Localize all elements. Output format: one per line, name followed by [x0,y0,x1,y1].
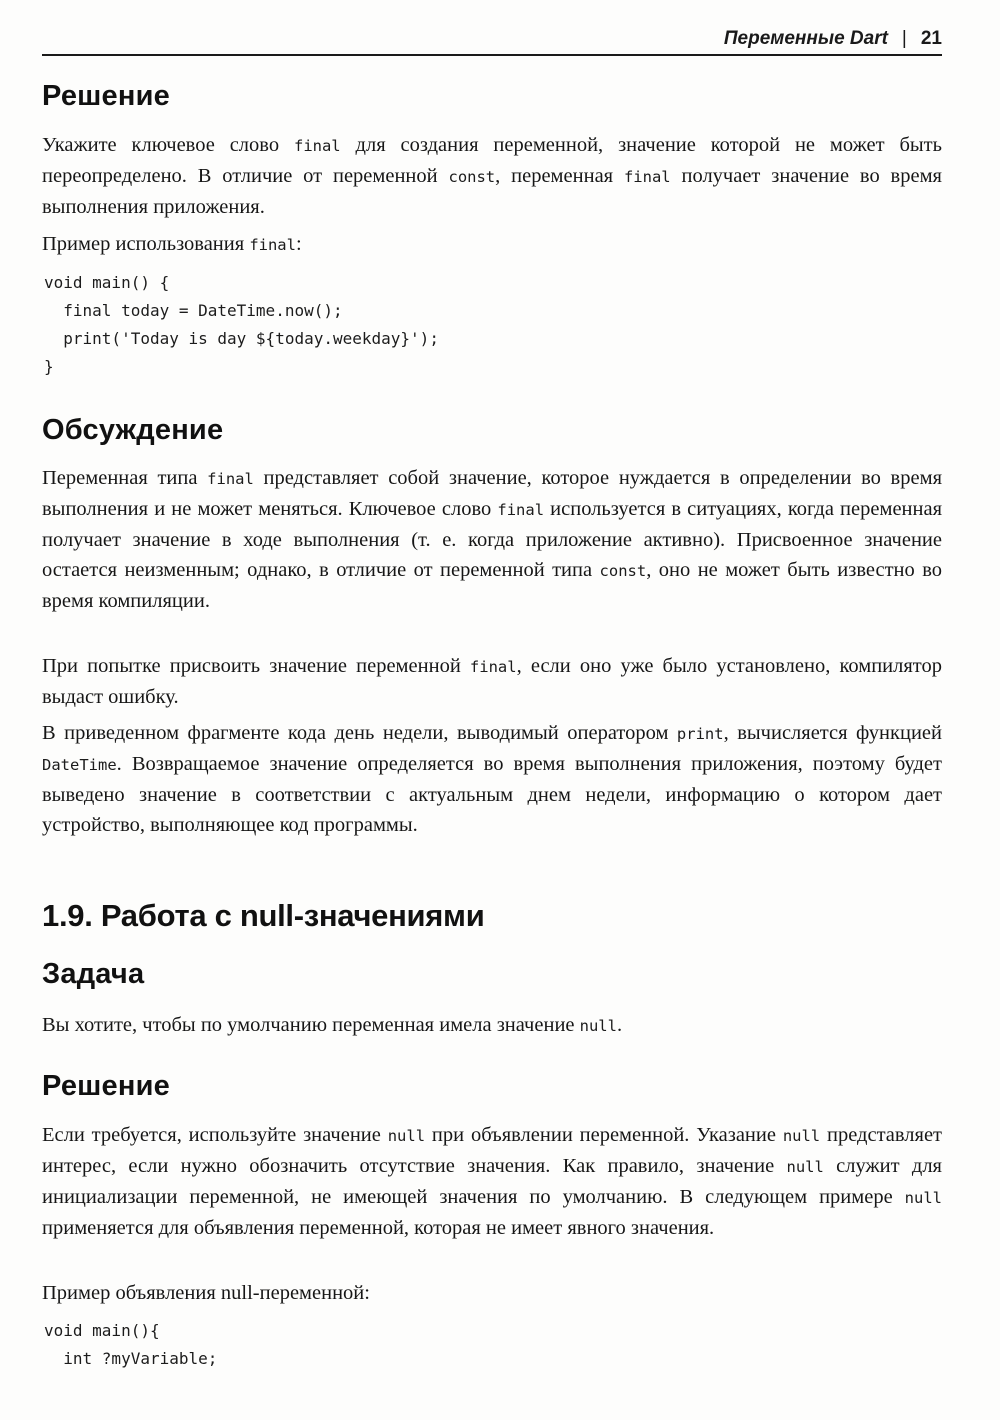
inline-code: final [623,168,671,186]
text-run: служит для инициализации переменной, не имеющей значения по умолчанию. В следующем примере [42,1155,942,1208]
discussion-paragraph-2 [42,651,942,712]
running-header [42,22,942,56]
text-run: : [295,233,302,255]
text-run: Переменная типа [42,467,208,489]
task-heading: Задача [42,958,145,990]
inline-code: null [782,1127,821,1145]
text-run: применяется для объявления переменной, которая не имеет явного значения. [42,1217,715,1239]
inline-code: final [469,658,517,676]
text-run: , переменная [495,165,624,187]
inline-code: final [207,470,254,488]
task-paragraph [42,1010,942,1041]
text-run: Если требуется, используйте значение [42,1124,388,1146]
text-run: при объявлении переменной. Указание [425,1124,783,1146]
text-run: . Возвращаемое значение определяется во время выполнения приложения, поэтому будет выведено значение в соответствии с актуальным днем недели, информацию о котором дает устройство, выполняющее код программы. [42,753,942,836]
inline-code: null [786,1158,824,1176]
inline-code: null [579,1017,617,1035]
discussion-paragraph-3 [42,718,942,840]
text-run: используется в ситуациях, когда переменная получает значение в ходе выполнения (т. е. когда приложение активно). Присвоенное значение остается неизменным; однако, в отличие от переменной типа [42,498,943,581]
inline-code: const [448,168,496,186]
text-run: , оно не может быть известно во время компиляции. [42,559,942,612]
discussion-heading: Обсуждение [42,414,224,446]
text-run: . [616,1014,623,1036]
text-run: представляет интерес, если нужно обозначить отсутствие значения. Как правило, значение [42,1124,943,1177]
page-number: 21 [920,28,942,49]
final-code-listing: void main() { final today = DateTime.now(); print('Today is day ${today.weekday}'); } [44,273,439,376]
inline-code: null [904,1189,942,1207]
text-run: , вычисляется функцией [723,722,942,744]
solution-heading: Решение [42,80,170,112]
text-run: Пример использования [42,233,250,255]
text-run: представляет собой значение, которое нуждается в определении во время выполнения и не может меняться. Ключевое слово [42,467,942,520]
inline-code: final [293,137,341,155]
text-run: Укажите ключевое слово [42,134,294,156]
text-run: В приведенном фрагменте кода день недели, выводимый оператором [42,722,677,744]
null-example-label [42,1278,942,1308]
inline-code: DateTime [42,756,117,774]
text-run: для создания переменной, значение которой не может быть переопределено. В отличие от переменной [42,134,942,187]
text-run: При попытке присвоить значение переменной [42,655,470,677]
solution2-paragraph [42,1120,942,1243]
inline-code: const [599,562,647,580]
final-example-label [42,229,942,260]
discussion-paragraph-1 [42,463,942,616]
text-run: Пример объявления null-переменной: [42,1282,370,1304]
header-separator: | [901,28,907,49]
solution2-heading: Решение [42,1070,170,1102]
null-code-listing: void main(){ int ?myVariable; [44,1321,218,1368]
inline-code: final [497,501,545,519]
text-run: получает значение во время выполнения приложения. [42,165,942,218]
text-run: Вы хотите, чтобы по умолчанию переменная имела значение [42,1014,580,1036]
inline-code: final [249,236,296,254]
solution-paragraph [42,130,942,222]
inline-code: null [387,1127,426,1145]
section-title: 1.9. Работа с null-значениями [42,898,485,933]
inline-code: print [676,725,724,743]
text-run: , если оно уже было установлено, компилятор выдаст ошибку. [42,655,942,708]
running-title: Переменные Dart [723,28,888,49]
